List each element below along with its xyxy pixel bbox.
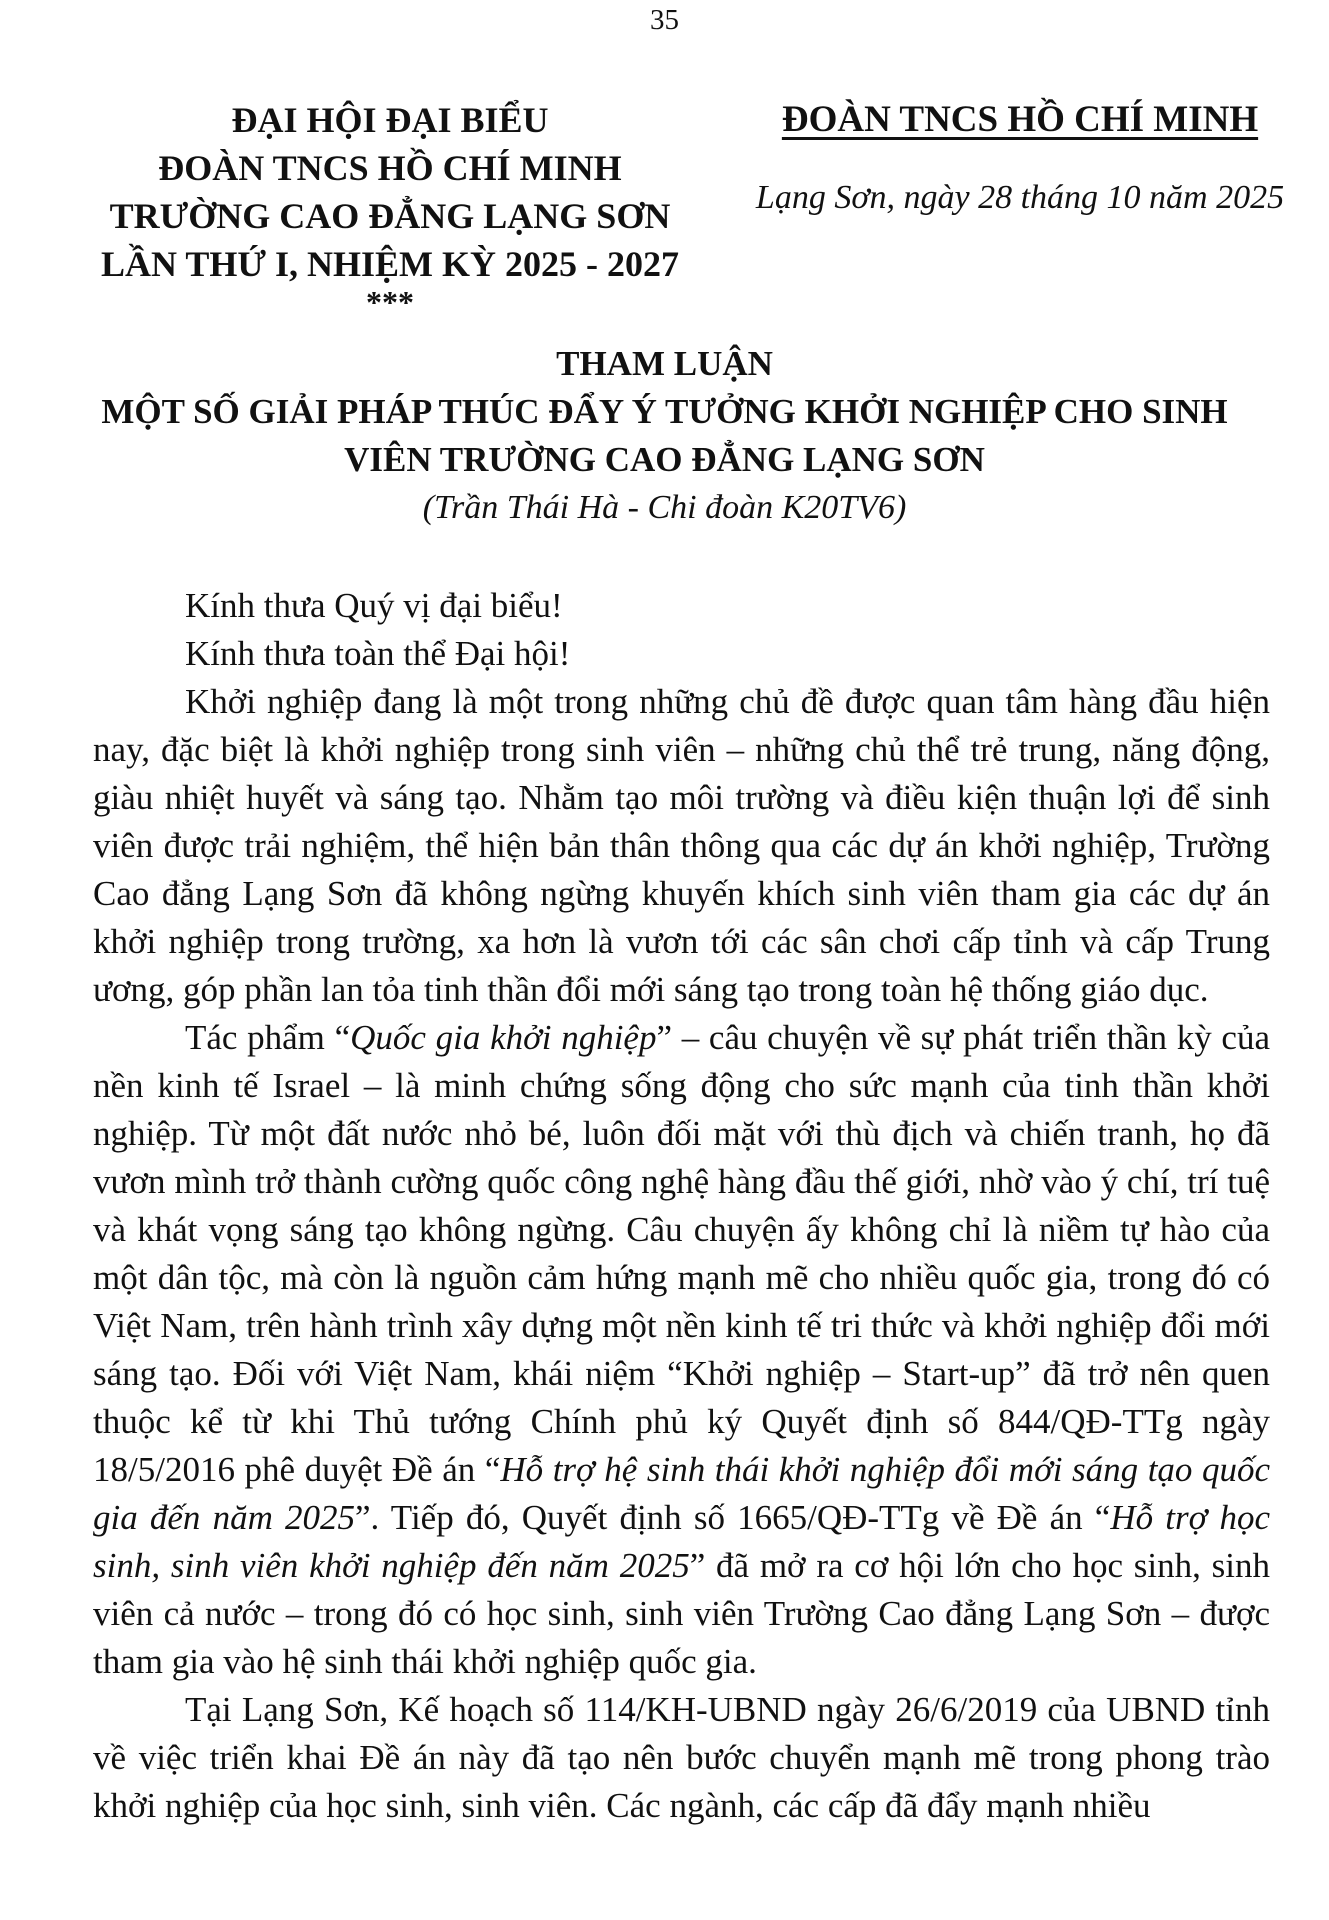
document-author: (Trần Thái Hà - Chi đoàn K20TV6)	[422, 489, 907, 526]
document-subject-line-1: MỘT SỐ GIẢI PHÁP THÚC ĐẨY Ý TƯỞNG KHỞI NGHIỆP CHO SINH	[101, 392, 1228, 431]
congress-line-1: ĐẠI HỘI ĐẠI BIỂU	[231, 100, 549, 140]
paragraph-2-part-a: Tác phẩm “	[185, 1018, 351, 1057]
document-title-block	[60, 340, 1269, 532]
place-date: Lạng Sơn, ngày 28 tháng 10 năm 2025	[755, 179, 1285, 216]
project-title-2: Hỗ trợ học sinh, sinh viên khởi nghiệp đến năm 2025	[93, 1498, 1270, 1585]
paragraph-2	[93, 1014, 1270, 1686]
congress-line-3: TRƯỜNG CAO ĐẲNG LẠNG SƠN	[109, 196, 671, 236]
document-kind: THAM LUẬN	[556, 344, 773, 383]
header-stars: ***	[366, 284, 414, 320]
paragraph-2-part-d: ” đã mở ra cơ hội lớn cho học sinh, sinh viên cả nước – trong đó có học sinh, sinh viên Trường Cao đẳng Lạng Sơn – được tham gia vào hệ sinh thái khởi nghiệp quốc gia.	[93, 1546, 1270, 1681]
congress-line-4: LẦN THỨ I, NHIỆM KỲ 2025 - 2027	[100, 244, 680, 284]
paragraph-2-part-b: ” – câu chuyện về sự phát triển thần kỳ của nền kinh tế Israel – là minh chứng sống động cho sức mạnh của tinh thần khởi nghiệp. Từ một đất nước nhỏ bé, luôn đối mặt với thù địch và chiến tranh, họ đã vươn mình trở thành cường quốc công nghệ hàng đầu thế giới, nhờ vào ý chí, trí tuệ và khát vọng sáng tạo không ngừng. Câu chuyện ấy không chỉ là niềm tự hào của một dân tộc, mà còn là nguồn cảm hứng mạnh mẽ cho nhiều quốc gia, trong đó có Việt Nam, trên hành trình xây dựng một nền kinh tế tri thức và khởi nghiệp đổi mới sáng tạo. Đối với Việt Nam, khái niệm “Khởi nghiệp – Start-up” đã trở nên quen thuộc kể từ khi Thủ tướng Chính phủ ký Quyết định số 844/QĐ-TTg ngày 18/5/2016 phê duyệt Đề án “	[93, 1018, 1270, 1489]
book-title: Quốc gia khởi nghiệp	[350, 1018, 657, 1057]
project-title-1: Hỗ trợ hệ sinh thái khởi nghiệp đổi mới sáng tạo quốc gia đến năm 2025	[93, 1450, 1271, 1537]
paragraph-3: Tại Lạng Sơn, Kế hoạch số 114/KH-UBND ngày 26/6/2019 của UBND tỉnh về việc triển khai Đề án này đã tạo nên bước chuyển mạnh mẽ trong phong trào khởi nghiệp của học sinh, sinh viên. Các ngành, các cấp đã đẩy mạnh nhiều	[93, 1690, 1270, 1825]
congress-line-2: ĐOÀN TNCS HỒ CHÍ MINH	[158, 148, 622, 188]
paragraph-2-part-c: ”. Tiếp đó, Quyết định số 1665/QĐ-TTg về Đề án “	[355, 1498, 1111, 1537]
congress-header	[90, 96, 690, 320]
document-subject-line-2: VIÊN TRƯỜNG CAO ĐẲNG LẠNG SƠN	[344, 440, 985, 479]
organization-header	[720, 96, 1320, 220]
organization-name: ĐOÀN TNCS HỒ CHÍ MINH	[781, 99, 1259, 140]
greeting-congress: Kính thưa toàn thể Đại hội!	[185, 634, 571, 673]
document-body	[93, 582, 1270, 1830]
paragraph-1: Khởi nghiệp đang là một trong những chủ đề được quan tâm hàng đầu hiện nay, đặc biệt là khởi nghiệp trong sinh viên – những chủ thể trẻ trung, năng động, giàu nhiệt huyết và sáng tạo. Nhằm tạo môi trường và điều kiện thuận lợi để sinh viên được trải nghiệm, thể hiện bản thân thông qua các dự án khởi nghiệp, Trường Cao đẳng Lạng Sơn đã không ngừng khuyến khích sinh viên tham gia các dự án khởi nghiệp trong trường, xa hơn là vươn tới các sân chơi cấp tỉnh và cấp Trung ương, góp phần lan tỏa tinh thần đổi mới sáng tạo trong toàn hệ thống giáo dục.	[93, 682, 1270, 1009]
page-number: 35	[650, 4, 679, 36]
greeting-delegates: Kính thưa Quý vị đại biểu!	[185, 586, 563, 625]
